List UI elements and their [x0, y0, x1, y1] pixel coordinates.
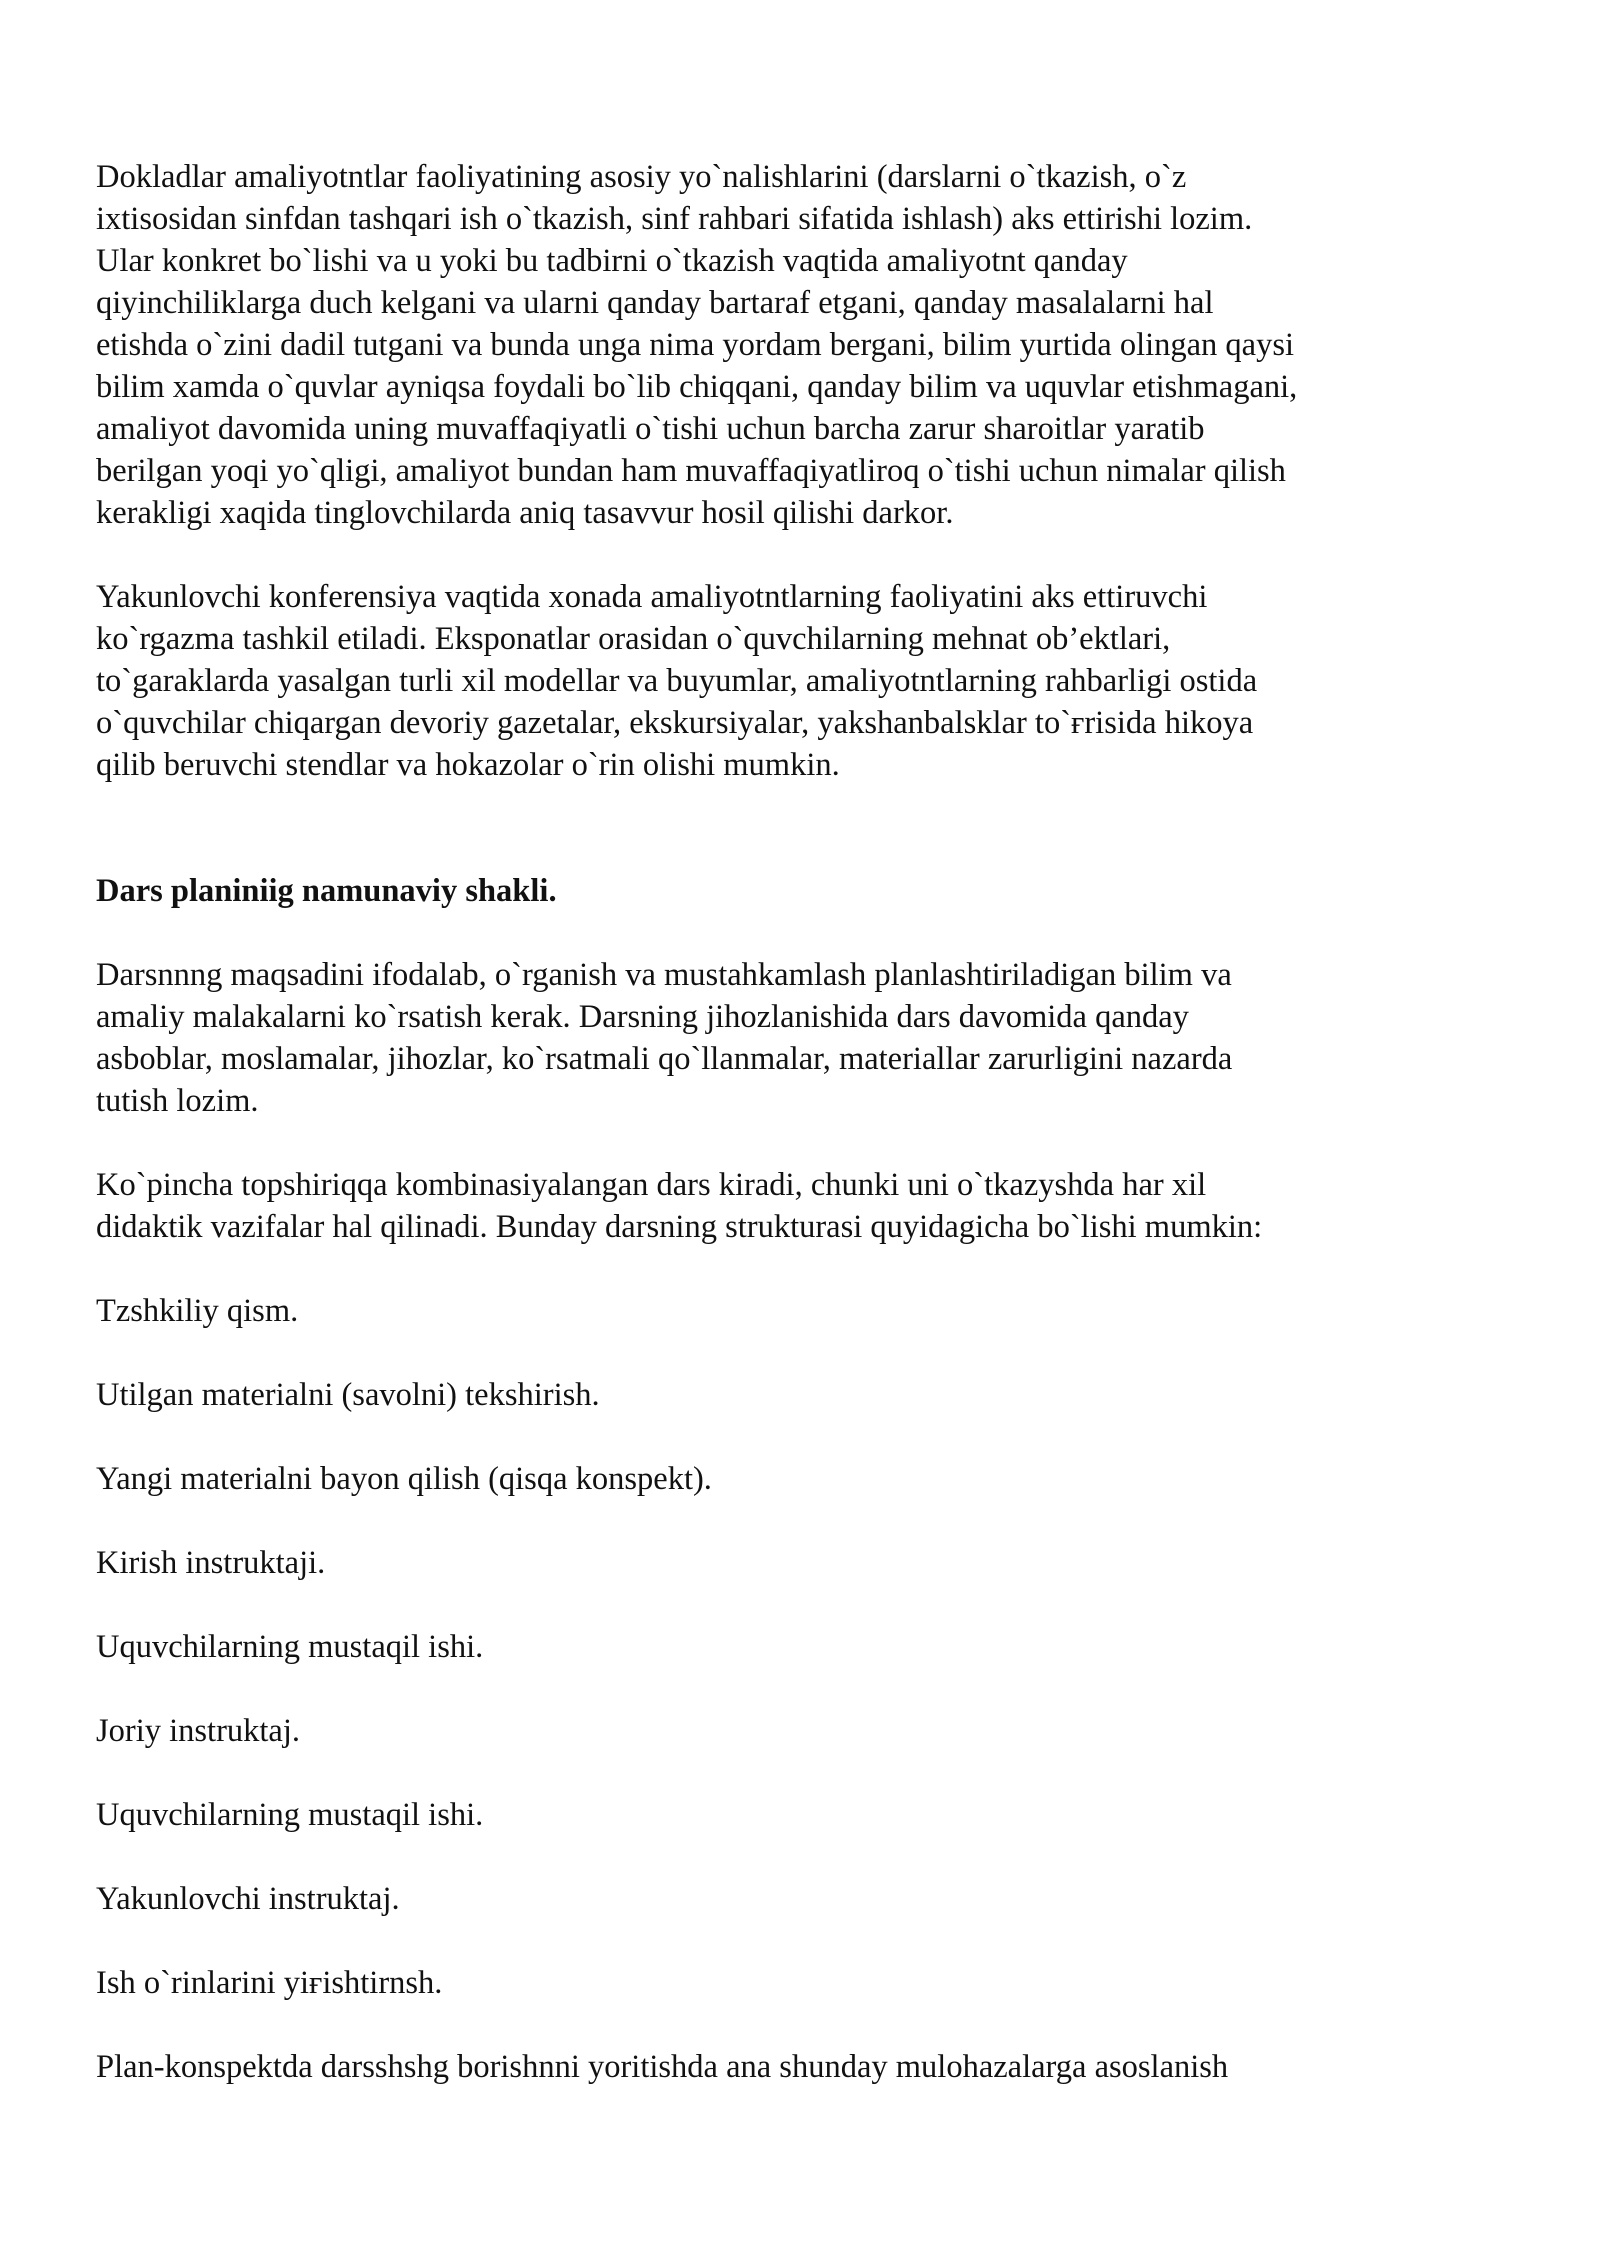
list-item: Yangi materialni bayon qilish (qisqa konspekt). — [96, 1461, 712, 1497]
section-heading: Dars planiniig namunaviy shakli. — [96, 873, 557, 909]
list-item: Ish o`rinlarini yiғishtirnsh. — [96, 1965, 443, 2001]
paragraph-lesson-structure: Ko`pincha topshiriqqa kombinasiyalangan dars kiradi, chunki uni o`tkazyshda har xil didaktik vazifalar hal qilinadi. Bunday darsning strukturasi quyidagicha bo`lishi mumkin: — [96, 1167, 1263, 1245]
list-item: Tzshkiliy qism. — [96, 1293, 299, 1329]
list-item: Uquvchilarning mustaqil ishi. — [96, 1797, 484, 1833]
list-item: Kirish instruktaji. — [96, 1545, 326, 1581]
paragraph-lesson-goal: Darsnnng maqsadini ifodalab, o`rganish va mustahkamlash planlashtiriladigan bilim va amaliy malakalarni ko`rsatish kerak. Darsning jihozlanishida dars davomida qanday asboblar, moslamalar, jihozlar, ko`rsatmali qo`llanmalar, materiallar zarurligini nazarda tutish lozim. — [96, 957, 1233, 1119]
paragraph-reports: Dokladlar amaliyotntlar faoliyatining asosiy yo`nalishlarini (darslarni o`tkazish, o`z ixtisosidan sinfdan tashqari ish o`tkazish, sinf rahbari sifatida ishlash) aks ettirishi lozim. Ular konkret bo`lishi va u yoki bu tadbirni o`tkazish vaqtida amaliyotnt qanday qiyinchiliklarga duch kelgani va ularni qanday bartaraf etgani, qanday masalalarni hal etishda o`zini dadil tutgani va bunda unga nima yordam bergani, bilim yurtida olingan qaysi bilim xamda o`quvlar ayniqsa foydali bo`lib chiqqani, qanday bilim va uquvlar etishmagani, amaliyot davomida uning muvaffaqiyatli o`tishi uchun barcha zarur sharoitlar yaratib berilgan yoqi yo`qligi, amaliyot bundan ham muvaffaqiyatliroq o`tishi uchun nimalar qilish kerakligi xaqida tinglovchilarda aniq tasavvur hosil qilishi darkor. — [96, 159, 1298, 531]
list-item: Yakunlovchi instruktaj. — [96, 1881, 400, 1917]
paragraph-plan-konspekt: Plan-konspektda darsshshg borishnni yoritishda ana shunday mulohazalarga asoslanish — [96, 2049, 1229, 2085]
document-page — [96, 156, 1496, 2130]
list-item: Utilgan materialni (savolni) tekshirish. — [96, 1377, 600, 1413]
paragraph-final-conference: Yakunlovchi konferensiya vaqtida xonada amaliyotntlarning faoliyatini aks ettiruvchi ko`rgazma tashkil etiladi. Eksponatlar orasidan o`quvchilarning mehnat ob’ektlari, to`garaklarda yasalgan turli xil modellar va buyumlar, amaliyotntlarning rahbarligi ostida o`quvchilar chiqargan devoriy gazetalar, ekskursiyalar, yakshanbalsklar to`ғrisida hikoya qilib beruvchi stendlar va hokazolar o`rin olishi mumkin. — [96, 579, 1258, 783]
list-item: Joriy instruktaj. — [96, 1713, 301, 1749]
list-item: Uquvchilarning mustaqil ishi. — [96, 1629, 484, 1665]
